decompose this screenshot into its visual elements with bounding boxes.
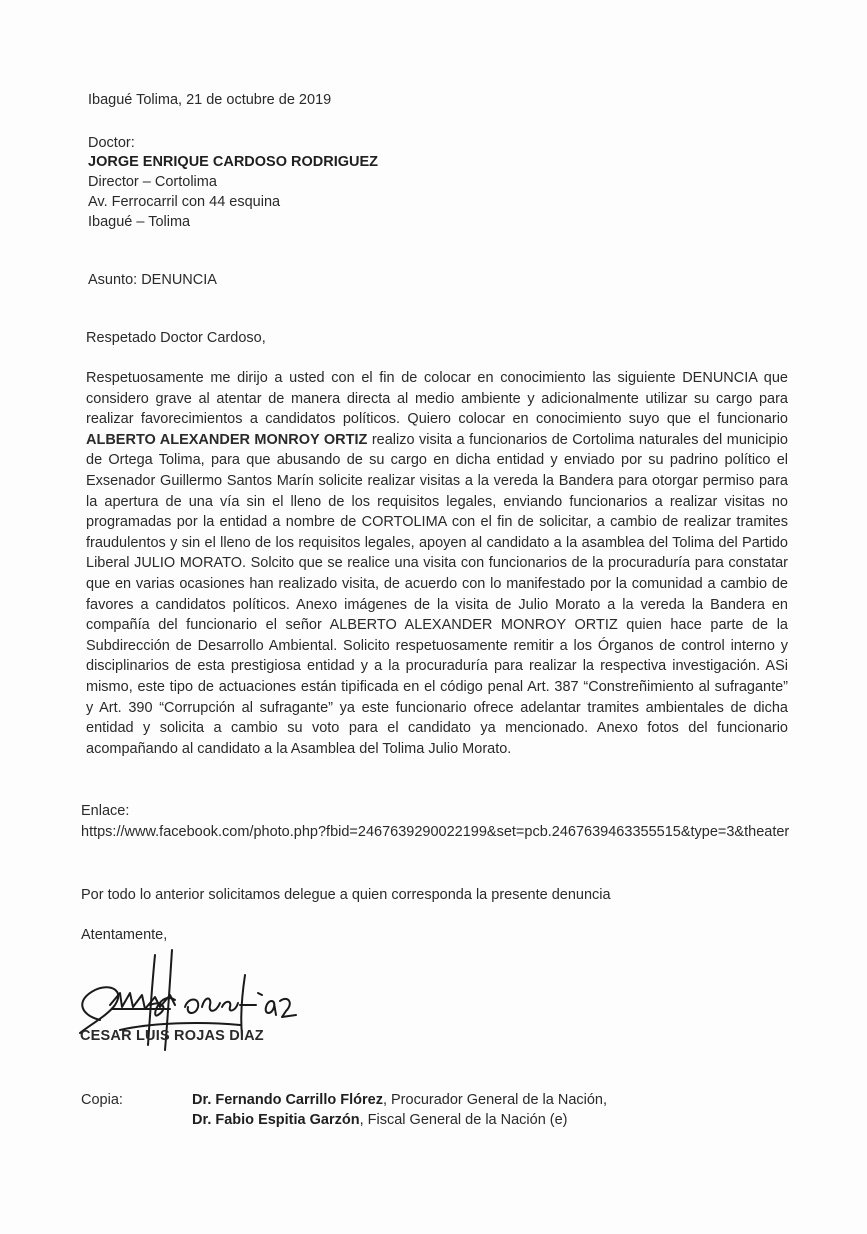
closing-request: Por todo lo anterior solicitamos delegue a quien corresponda la presente denuncia — [81, 887, 611, 903]
subject-line: Asunto: DENUNCIA — [88, 272, 217, 288]
greeting: Respetado Doctor Cardoso, — [86, 330, 266, 346]
body-paragraph — [86, 368, 788, 759]
recipient-city: Ibagué – Tolima — [88, 214, 191, 230]
closing-phrase: Atentamente, — [81, 927, 168, 943]
place-date: Ibagué Tolima, 21 de octubre de 2019 — [88, 92, 332, 108]
recipient-name: JORGE ENRIQUE CARDOSO RODRIGUEZ — [88, 154, 379, 170]
recipient-title: Doctor: — [88, 135, 135, 151]
recipient-position: Director – Cortolima — [88, 174, 217, 190]
copy-name: Dr. Fabio Espitia Garzón — [192, 1112, 360, 1128]
copy-item — [192, 1110, 568, 1130]
signer-name: CESAR LUIS ROJAS DIAZ — [80, 1028, 264, 1044]
facebook-link[interactable]: https://www.facebook.com/photo.php?fbid=2467639290022199&set=pcb.2467639463355515&type=3&theater — [81, 824, 790, 840]
recipient-address: Av. Ferrocarril con 44 esquina — [88, 194, 281, 210]
body-bold-name: ALBERTO ALEXANDER MONROY ORTIZ — [86, 431, 368, 448]
body-text-1: Respetuosamente me dirijo a usted con el fin de colocar en conocimiento las siguiente DENUNCIA que considero grave al atentar de manera directa al medio ambiente y adicionalmente utilizar su cargo para realizar favorecimientos a candidatos políticos. Quiero colocar en conocimiento suyo que el funcionario — [86, 370, 788, 428]
body-text-2: realizo visita a funcionarios de Cortolima naturales del municipio de Ortega Tolima, para que abusando de su cargo en dicha entidad y enviado por su padrino político el Exsenador Guillermo Santos Marín solicite realizar visitas a la vereda la Bandera para otorgar permiso para la apertura de una vía sin el lleno de los requisitos legales, enviando funcionarios a realizar visitas no programadas por la entidad a nombre de CORTOLIMA con el fin de solicitar, a cambio de realizar tramites fraudulentos y sin el lleno de los requisitos legales, apoyen al candidato a la asamblea del Tolima del Partido Liberal JULIO MORATO. Solcito que se realice una visita con funcionarios de la procuraduría para constatar que en varias ocasiones han realizado visita, de acuerdo con lo manifestado por la comunidad a cambio de favores a candidatos políticos. Anexo imágenes de la visita de Julio Morato a la vereda la Bandera en compañía del funcionario el señor ALBERTO ALEXANDER MONROY ORTIZ quien hace parte de la Subdirección de Desarrollo Ambiental. Solicito respetuosamente remitir a los Órganos de control interno y disciplinarios de esta prestigiosa entidad y a la procuraduría para realizar la respectiva investigación. ASi mismo, este tipo de actuaciones están tipificada en el código penal Art. 387 “Constreñimiento al sufragante” y Art. 390 “Corrupción al sufragante” ya este funcionario ofrece adelantar tramites ambientales de dicha entidad y solicita a cambio su voto para el candidato ya mencionado. Anexo fotos del funcionario acompañando al candidato a la Asamblea del Tolima Julio Morato. — [86, 431, 788, 757]
copy-item — [192, 1090, 607, 1110]
copy-label: Copia: — [81, 1092, 123, 1108]
copy-role: , Fiscal General de la Nación (e) — [359, 1112, 568, 1128]
copy-name: Dr. Fernando Carrillo Flórez — [192, 1092, 383, 1108]
link-label: Enlace: — [81, 803, 130, 819]
copy-role: , Procurador General de la Nación, — [382, 1092, 608, 1108]
